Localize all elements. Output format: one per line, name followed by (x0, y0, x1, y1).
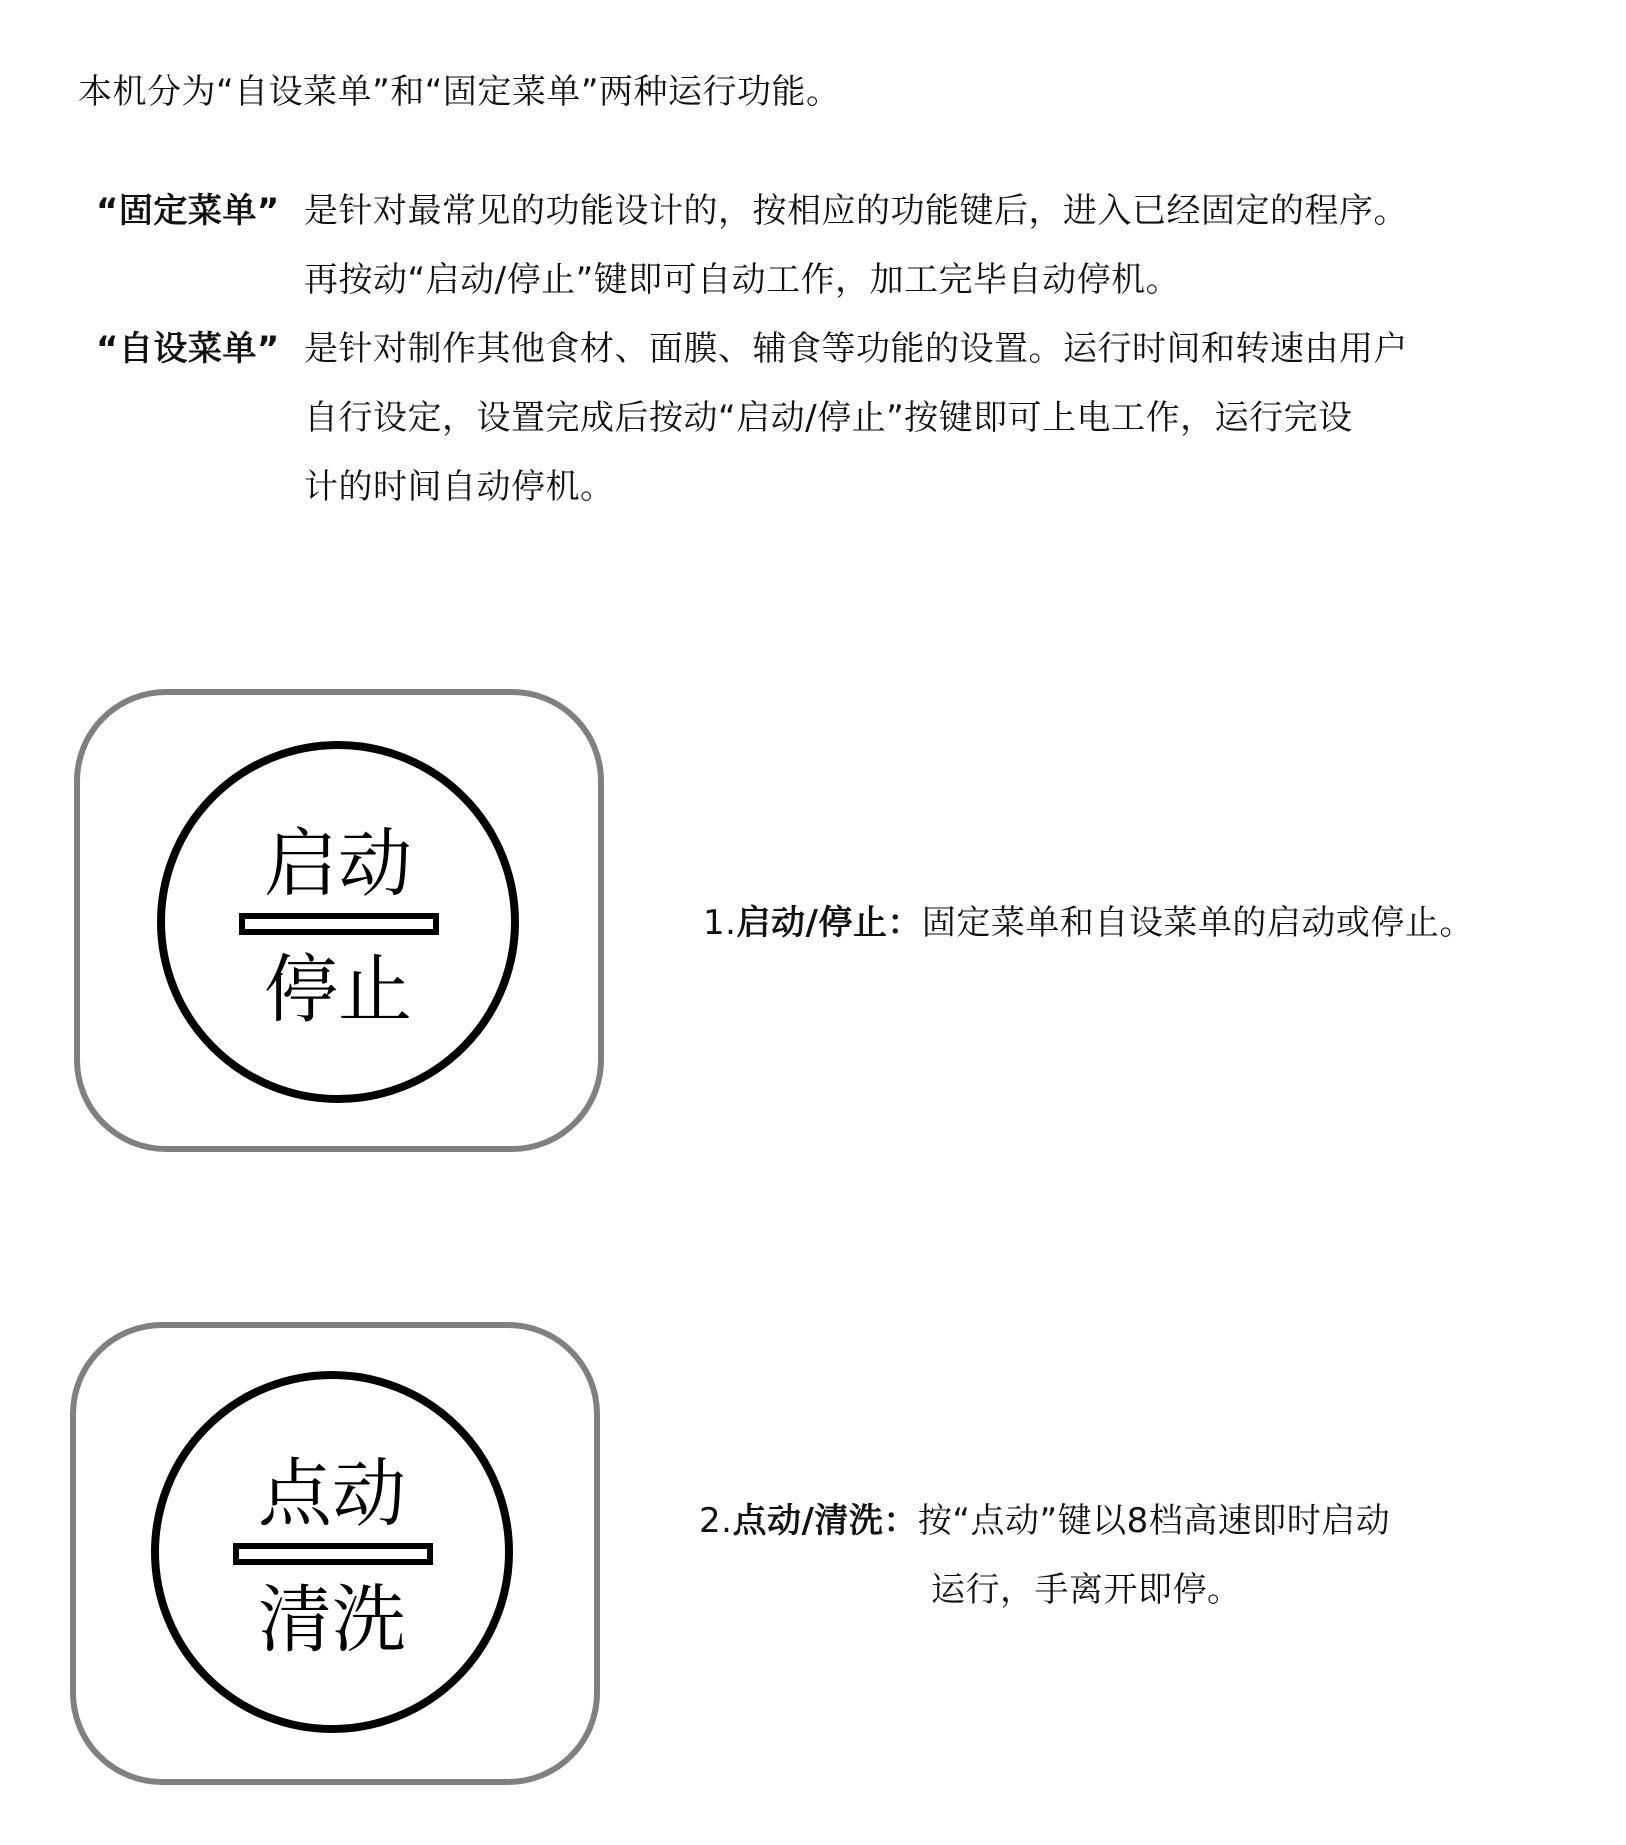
definition-line: 再按动“启动/停止”键即可自动工作，加工完毕自动停机。 (304, 260, 1181, 300)
definition-line: 自行设定，设置完成后按动“启动/停止”按键即可上电工作，运行完设 (304, 398, 1353, 438)
definition-line: 计的时间自动停机。 (304, 467, 615, 507)
button-description (703, 902, 1474, 944)
button-top-label: 点动 (258, 1451, 406, 1537)
description-number: 2. (699, 1501, 733, 1541)
definition-term: “自设菜单” (96, 329, 280, 369)
description-text: 固定菜单和自设菜单的启动或停止。 (921, 903, 1474, 943)
description-button-name: 点动/清洗 (732, 1501, 884, 1541)
description-colon: ： (887, 903, 922, 943)
description-button-name: 启动/停止 (736, 903, 888, 943)
button-bottom-label: 清洗 (258, 1577, 406, 1663)
description-colon: ： (883, 1501, 918, 1541)
button-divider-bar (233, 1543, 433, 1565)
button-bottom-label: 停止 (264, 947, 412, 1033)
button-top-label: 启动 (264, 821, 412, 907)
definition-line: 是针对最常见的功能设计的，按相应的功能键后，进入已经固定的程序。 (304, 191, 1408, 231)
definition-term: “固定菜单” (96, 191, 280, 231)
button-description (699, 1500, 1390, 1542)
description-number: 1. (703, 903, 737, 943)
description-text: 按“点动”键以8档高速即时启动 (917, 1501, 1391, 1541)
button-divider-bar (239, 913, 439, 935)
button-description-continuation: 运行，手离开即停。 (931, 1570, 1242, 1610)
definition-line: 是针对制作其他食材、面膜、辅食等功能的设置。运行时间和转速由用户 (304, 329, 1408, 369)
intro-text: 本机分为“自设菜单”和“固定菜单”两种运行功能。 (78, 72, 841, 112)
